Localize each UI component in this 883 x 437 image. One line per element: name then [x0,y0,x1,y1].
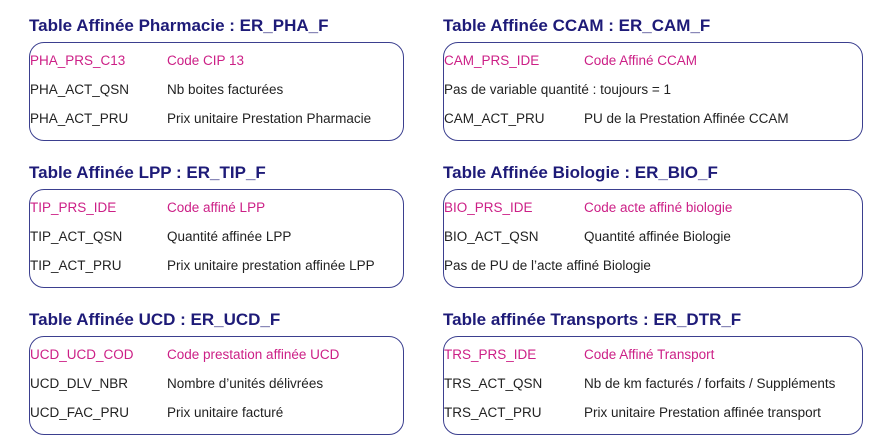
field-description: Code Affiné CCAM [584,53,698,68]
field-name: TRS_ACT_QSN [444,376,543,391]
field-name: TIP_ACT_PRU [30,258,122,273]
field-description: Prix unitaire Prestation affinée transport [584,405,821,420]
field-description: Code Affiné Transport [584,347,715,362]
field-description: Code affiné LPP [167,200,266,215]
table-frame [29,42,404,141]
field-name: UCD_UCD_COD [30,347,134,362]
field-description: Code acte affiné biologie [584,200,733,215]
table-title: Table Affinée CCAM : ER_CAM_F [443,16,711,35]
field-description: Code prestation affinée UCD [167,347,340,362]
field-description: Nb boites facturées [167,82,284,97]
table-block-transports [443,310,863,435]
table-block-biologie [443,163,863,288]
field-description: Prix unitaire prestation affinée LPP [167,258,375,273]
field-name: PHA_ACT_PRU [30,111,129,126]
note-text: Pas de variable quantité : toujours = 1 [444,82,672,97]
field-name: TRS_ACT_PRU [444,405,542,420]
table-frame [443,336,863,435]
table-frame [443,42,863,141]
table-title: Table affinée Transports : ER_DTR_F [443,310,742,329]
table-block-ucd [29,310,404,435]
field-description: Nb de km facturés / forfaits / Suppléments [584,376,836,391]
field-name: UCD_FAC_PRU [30,405,130,420]
field-name: CAM_PRS_IDE [444,53,540,68]
field-name: CAM_ACT_PRU [444,111,545,126]
field-name: TIP_PRS_IDE [30,200,117,215]
field-description: Quantité affinée LPP [167,229,292,244]
field-name: TRS_PRS_IDE [444,347,537,362]
field-name: PHA_PRS_C13 [30,53,126,68]
table-frame [29,189,404,288]
field-name: BIO_ACT_QSN [444,229,539,244]
table-title: Table Affinée Pharmacie : ER_PHA_F [29,16,329,35]
table-title: Table Affinée UCD : ER_UCD_F [29,310,281,329]
field-description: Prix unitaire Prestation Pharmacie [167,111,372,126]
field-description: Code CIP 13 [167,53,245,68]
table-title: Table Affinée Biologie : ER_BIO_F [443,163,718,182]
field-name: BIO_PRS_IDE [444,200,533,215]
note-text: Pas de PU de l’acte affiné Biologie [444,258,651,273]
field-name: PHA_ACT_QSN [30,82,130,97]
table-frame [443,189,863,288]
field-name: UCD_DLV_NBR [30,376,129,391]
field-name: TIP_ACT_QSN [30,229,123,244]
field-description: Quantité affinée Biologie [584,229,731,244]
table-frame [29,336,404,435]
table-title: Table Affinée LPP : ER_TIP_F [29,163,266,182]
field-description: Prix unitaire facturé [167,405,284,420]
field-description: Nombre d’unités délivrées [167,376,324,391]
table-block-lpp [29,163,404,288]
table-block-ccam [443,16,863,141]
field-description: PU de la Prestation Affinée CCAM [584,111,789,126]
table-block-pharmacie [29,16,404,141]
